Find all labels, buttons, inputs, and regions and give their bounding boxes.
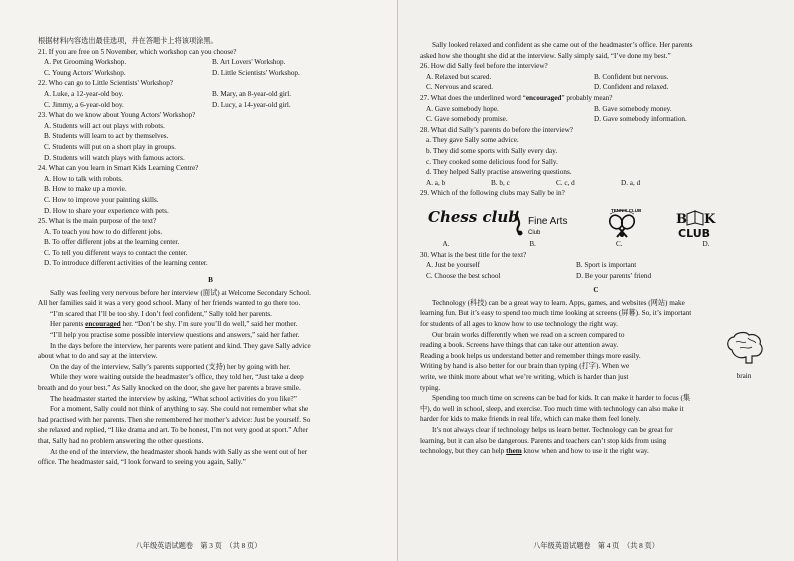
option: D. How to share your experience with pets. [44, 206, 169, 215]
statement: d. They helped Sally practise answering questions. [426, 168, 572, 177]
svg-text:B: B [676, 211, 687, 227]
instruction-header: 根据材料内容选出最佳选项，并在答题卡上将该项涂黑。 [38, 37, 218, 45]
question-24: 24. What can you learn in Smart Kids Learning Centre? A. How to talk with robots. B. How to make up a movie. C. How to improve your painting skills. D. How to share your experience with pets. [38, 163, 383, 216]
chess-club-logo [426, 207, 519, 239]
passage-line: Reading a book helps us understand better and remember things more easily. [420, 351, 641, 360]
question-28: 28. What did Sally’s parents do before the interview? a. They gave Sally some advice. b. They did some sports with Sally every day. c. They cooked some delicious food for Sally. d. They helped Sally practise answering questions. A. a, b B. b, c C. c, d D. a, d [420, 125, 772, 189]
option: C. c, d [556, 178, 575, 187]
brain-illustration [716, 330, 772, 382]
svg-text:Chess club: Chess club [428, 207, 519, 226]
option: A. Luke, a 12-year-old boy. [44, 89, 124, 98]
option: C. Students will put on a short play in groups. [44, 142, 176, 151]
option: B. To offer different jobs at the learning center. [44, 238, 180, 247]
passage-line: All her families said it was a very good school. Many of her friends wanted to go there too. [38, 299, 301, 308]
passage-line: At the end of the interview, the headmaster shook hands with Sally as she went out of her [50, 447, 308, 456]
question-22: 22. Who can go to Little Scientists' Workshop? A. Luke, a 12-year-old boy. B. Mary, an 8-year-old girl. C. Jimmy, a 6-year-old boy. D. Lucy, a 14-year-old girl. [38, 78, 383, 110]
option: A. [442, 239, 450, 248]
option: A. Students will act out plays with robots. [44, 121, 165, 130]
club-logos [426, 203, 726, 239]
question-29: 29. Which of the following clubs may Sally be in? Chess club Fine Arts Club TENNIS CLUB B K CLUB A. B. C. D. [420, 188, 772, 249]
option: A. To teach you how to do different jobs. [44, 227, 163, 236]
svg-text:K: K [704, 211, 716, 227]
passage-line: While they were waiting outside the headmaster’s office, they told her, “Just take a deep [50, 373, 304, 382]
option: B. Mary, an 8-year-old girl. [212, 89, 292, 98]
svg-text:Club: Club [528, 229, 541, 236]
passage-line: about what to do and say at the interview. [38, 352, 158, 361]
option: D. Be your parents’ friend [576, 271, 652, 280]
passage-line: “I’m scared that I’ll be too shy. I don’t feel confident,” Sally told her parents. [50, 309, 272, 318]
passage-line: for students of all ages to know how to use technology the right way. [420, 320, 618, 329]
statement: b. They did some sports with Sally every day. [426, 146, 558, 155]
passage-line: she relaxed and replied, “I like drama and art. To be honest, I’m not very good at sport.” After [38, 426, 308, 435]
option: B. Art Lovers' Workshop. [212, 58, 286, 67]
brain-label: brain [736, 372, 752, 381]
passage-line: In the days before the interview, her parents were patient and kind. They gave Sally advice [50, 341, 311, 350]
option: B. Confident but nervous. [594, 72, 669, 81]
svg-text:CLUB: CLUB [678, 226, 711, 240]
option: D. Students will watch plays with famous actors. [44, 153, 185, 162]
highlighted-word: encouraged [525, 93, 562, 102]
option: B. Gave somebody money. [594, 104, 672, 113]
option: D. To introduce different activities of the learning center. [44, 259, 208, 268]
section-c-heading: C [593, 286, 599, 295]
passage-line: had practised with her parents. Then she remembered her mother’s advice: Just be yourself. So [38, 415, 311, 424]
option: C. Young Actors' Workshop. [44, 68, 126, 77]
question-23: 23. What do we know about Young Actors' Workshop? A. Students will act out plays with robots. B. Students will learn to act by themselves. C. Students will put on a short play in groups. D. Students will watch plays with famous actors. [38, 110, 383, 163]
right-column [420, 40, 772, 457]
option: C. Nervous and scared. [426, 83, 493, 92]
underlined-word: them [506, 447, 522, 456]
passage-line: Writing by hand is also better for our brain than typing (打字). When we [420, 362, 630, 371]
option: D. [702, 239, 710, 248]
question-25: 25. What is the main purpose of the text? A. To teach you how to do different jobs. B. To offer different jobs at the learning center. C. To tell you different ways to contact the center. D. To introduce different activities of the learning center. [38, 216, 383, 269]
tennis-club-logo [602, 205, 642, 239]
page-footer: 八年级英语试题卷 第 4 页 （共 8 页） [533, 542, 659, 550]
option: A. Relaxed but scared. [426, 72, 492, 81]
option: C. How to improve your painting skills. [44, 195, 159, 204]
option: B. How to make up a movie. [44, 185, 127, 194]
book-club-logo [674, 207, 726, 239]
option: C. [616, 239, 623, 248]
left-column [38, 36, 383, 468]
passage-line: learning, but it can also be dangerous. Parents and teachers can’t stop kids from using [420, 436, 667, 445]
passage-line: The headmaster started the interview by asking, “What school activities do you like?” [50, 394, 297, 403]
option: A. Pet Grooming Workshop. [44, 58, 127, 67]
option: C. To tell you different ways to contact the center. [44, 248, 188, 257]
passage-line: Sally looked relaxed and confident as she came out of the headmaster’s office. Her parents [432, 41, 693, 49]
page-footer: 八年级英语试题卷 第 3 页 （共 8 页） [135, 542, 262, 550]
option: D. Confident and relaxed. [594, 83, 669, 92]
option: A. Gave somebody hope. [426, 104, 499, 113]
passage-b [38, 288, 383, 468]
passage-line: harder for kids to make friends in real life, which can make them feel lonely. [420, 415, 641, 424]
option: D. Lucy, a 14-year-old girl. [212, 100, 291, 109]
passage-line: Spending too much time on screens can be bad for kids. It can make it harder to focus (集 [432, 394, 691, 403]
passage-line: learning fun. But it’s easy to spend too much time looking at screens (屏幕). So, it’s important [420, 309, 692, 318]
passage-line: typing. [420, 383, 441, 392]
option: C. Jimmy, a 6-year-old boy. [44, 100, 124, 109]
section-b-heading: B [208, 276, 213, 285]
statement: a. They gave Sally some advice. [426, 136, 519, 145]
option: D. a, d [621, 178, 641, 187]
option: A. Just be yourself [426, 261, 480, 270]
option: D. Gave somebody information. [594, 115, 687, 124]
question-30: 30. What is the best title for the text? A. Just be yourself B. Sport is important C. Choose the best school D. Be your parents’ friend [420, 250, 772, 282]
passage-line: “I’ll help you practise some possible interview questions and answers,” said her father. [50, 331, 300, 340]
question-27: 27. What does the underlined word “encouraged” probably mean? A. Gave somebody hope. B. Gave somebody money. C. Gave somebody promise. D. Gave somebody information. [420, 93, 772, 125]
option: C. Choose the best school [426, 271, 501, 280]
passage-c [420, 298, 772, 457]
passage-line: Sally was feeling very nervous before her interview (面试) at Welcome Secondary School. [50, 288, 311, 297]
right-page [397, 0, 794, 561]
brain-icon [722, 330, 766, 368]
option: B. Students will learn to act by themselves. [44, 132, 169, 141]
passage-line: office. The headmaster said, “I look forward to seeing you again, Sally.” [38, 458, 246, 467]
statement: c. They cooked some delicious food for Sally. [426, 157, 558, 166]
option: B. b, c [491, 178, 510, 187]
passage-line: that, Sally had no problem answering the other questions. [38, 436, 204, 445]
passage-line: It’s not always clear if technology helps us learn better. Technology can be great for [432, 426, 673, 434]
svg-text:Fine Arts: Fine Arts [528, 215, 568, 227]
passage-line: asked how she thought she did at the interview. Sally simply said, “I’ve done my best.” [420, 51, 671, 60]
passage-line: reading a book. Screens have things that can take our attention away. [420, 341, 619, 350]
option: C. Gave somebody promise. [426, 115, 508, 124]
option: B. Sport is important [576, 261, 637, 270]
svg-text:TENNIS CLUB: TENNIS CLUB [611, 207, 642, 213]
passage-line: Our brain works differently when we read on a screen compared to [432, 330, 625, 339]
question-21: 21. If you are free on 5 November, which workshop can you choose? A. Pet Grooming Workshop. B. Art Lovers' Workshop. C. Young Actors' Workshop. D. Little Scientists' Workshop. [38, 47, 383, 79]
passage-line: write, we think more about what we’re writing, which is harder than just [420, 373, 629, 382]
passage-line: breath and do your best.” As Sally knocked on the door, she gave her parents a brave smile. [38, 384, 301, 392]
option: D. Little Scientists' Workshop. [212, 68, 300, 77]
passage-line: Technology (科技) can be a great way to learn. Apps, games, and websites (网站) make [432, 298, 685, 307]
question-26: 26. How did Sally feel before the interview? A. Relaxed but scared. B. Confident but nervous. C. Nervous and scared. D. Confident and relaxed. [420, 61, 772, 93]
fine-arts-club-logo [510, 207, 570, 239]
passage-line: Her parents encouraged her. “Don’t be shy. I’m sure you’ll do well,” said her mother. [50, 320, 298, 329]
passage-line: For a moment, Sally could not think of anything to say. She could not remember what she [50, 405, 309, 414]
option: A. a, b [426, 178, 446, 187]
passage-line: 中), do well in school, sleep, and exercise. Too much time with technology can also make it [420, 404, 684, 413]
option: B. [529, 239, 536, 248]
passage-line: On the day of the interview, Sally’s parents supported (支持) her by going with her. [50, 362, 291, 371]
underlined-word: encouraged [85, 320, 121, 329]
option: A. How to talk with robots. [44, 174, 123, 183]
passage-line: technology, but they can help them know when and how to use it the right way. [420, 447, 649, 456]
